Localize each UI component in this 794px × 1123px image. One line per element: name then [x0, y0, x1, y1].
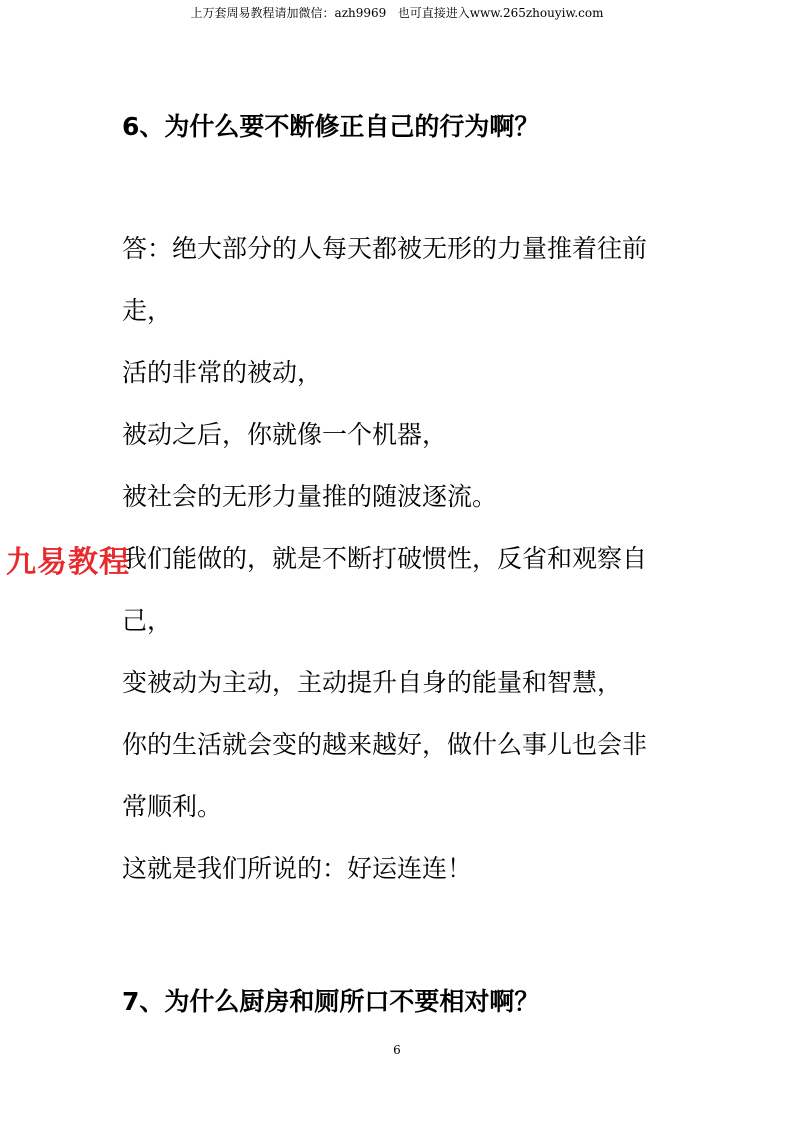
- answer-line: 活的非常的被动，: [122, 358, 323, 387]
- answer-line: 我们能做的，就是不断打破惯性，反省和观察自: [122, 544, 648, 573]
- answer-line: 变被动为主动，主动提升自身的能量和智慧，: [122, 668, 623, 697]
- question-7-title: 7、为什么厨房和厕所口不要相对啊？: [122, 987, 540, 1016]
- question-6-title: 6、为什么要不断修正自己的行为啊？: [122, 112, 540, 141]
- answer-line: 常顺利。: [122, 792, 223, 821]
- answer-line: 被动之后，你就像一个机器，: [122, 420, 448, 449]
- answer-line: 这就是我们所说的：好运连连！: [122, 854, 473, 883]
- page-header: 上万套周易教程请加微信：azh9969 也可直接进入www.265zhouyiw.com: [190, 6, 604, 20]
- answer-body: [122, 233, 682, 915]
- answer-line: 己，: [122, 606, 173, 635]
- page-number: 6: [393, 1043, 401, 1057]
- answer-line: 走，: [122, 296, 173, 325]
- answer-line: 你的生活就会变的越来越好，做什么事儿也会非: [122, 730, 648, 759]
- answer-line: 被社会的无形力量推的随波逐流。: [122, 482, 498, 511]
- answer-line: 答：绝大部分的人每天都被无形的力量推着往前: [122, 234, 648, 263]
- watermark-logo: 九易教程: [6, 545, 130, 580]
